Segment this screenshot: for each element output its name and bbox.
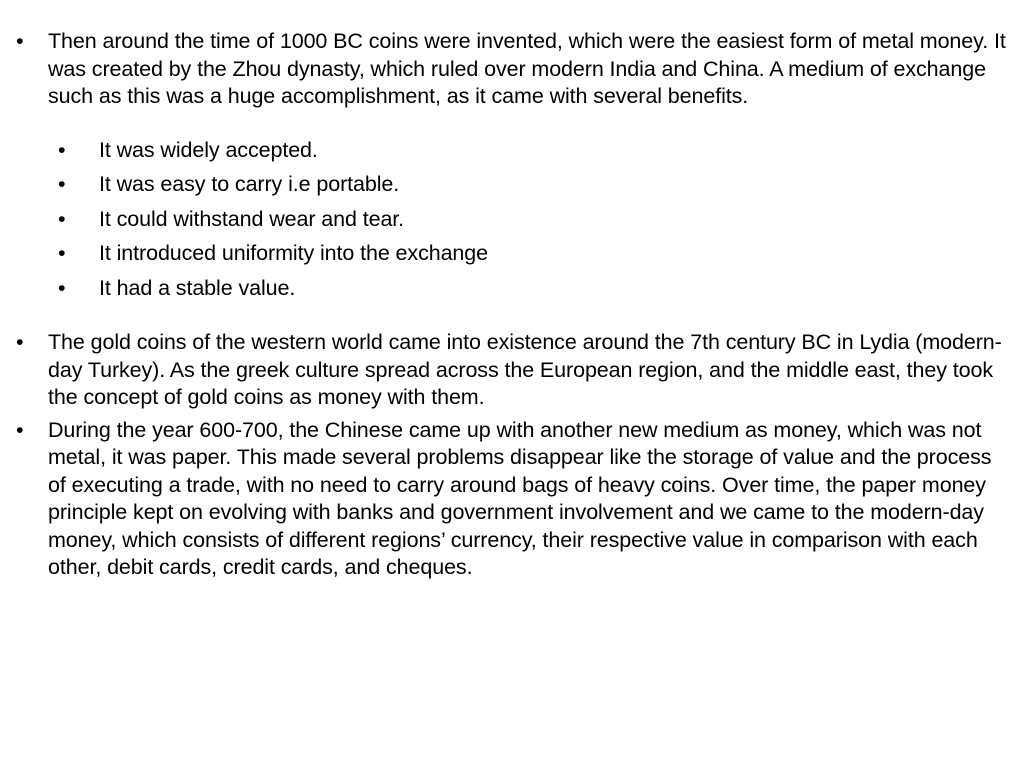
bullet-dot-icon: • (58, 206, 66, 231)
benefit-item (14, 202, 1014, 237)
benefit-text: It introduced uniformity into the exchange (99, 241, 489, 265)
benefit-text: It was easy to carry i.e portable. (99, 172, 400, 196)
bullet-dot-icon: • (16, 330, 24, 354)
bullet-paragraph-gold-coins (14, 329, 1014, 412)
bullet-dot-icon: • (58, 172, 66, 196)
bullet-dot-icon: • (58, 275, 66, 300)
bullet-paragraph-coins-invented (14, 28, 1014, 111)
bullet-dot-icon: • (16, 29, 24, 53)
benefit-item (14, 236, 1014, 271)
slide-body (14, 28, 1014, 582)
paragraph-text: The gold coins of the western world came into existence around the 7th century BC in Lydia (modern-day Turkey). As the greek culture spread across the European region, and the middle east, they took the concept of gold coins as money with them. (48, 330, 1002, 409)
benefit-item (14, 133, 1014, 168)
bullet-paragraph-paper-money (14, 417, 1014, 582)
benefit-text: It could withstand wear and tear. (99, 206, 405, 231)
benefits-list (14, 133, 1014, 306)
paragraph-text: During the year 600-700, the Chinese came up with another new medium as money, which was not metal, it was paper. This made several problems disappear like the storage of value and the process of executing a trade, with no need to carry around bags of heavy coins. Over time, the paper money principle kept on evolving with banks and government involvement and we came to the modern-day money, which consists of different regions’ currency, their respective value in comparison with each other, debit cards, credit cards, and cheques. (48, 417, 992, 579)
paragraph-text: Then around the time of 1000 BC coins were invented, which were the easiest form of metal money. It was created by the Zhou dynasty, which ruled over modern India and China. A medium of exchange such as this was a huge accomplishment, as it came with several benefits. (48, 29, 1006, 108)
benefit-item (14, 167, 1014, 202)
benefit-text: It was widely accepted. (99, 137, 318, 162)
bullet-dot-icon: • (58, 137, 66, 162)
bullet-dot-icon: • (16, 417, 24, 442)
benefit-item (14, 271, 1014, 306)
bullet-dot-icon: • (58, 241, 66, 265)
benefit-text: It had a stable value. (99, 275, 296, 300)
